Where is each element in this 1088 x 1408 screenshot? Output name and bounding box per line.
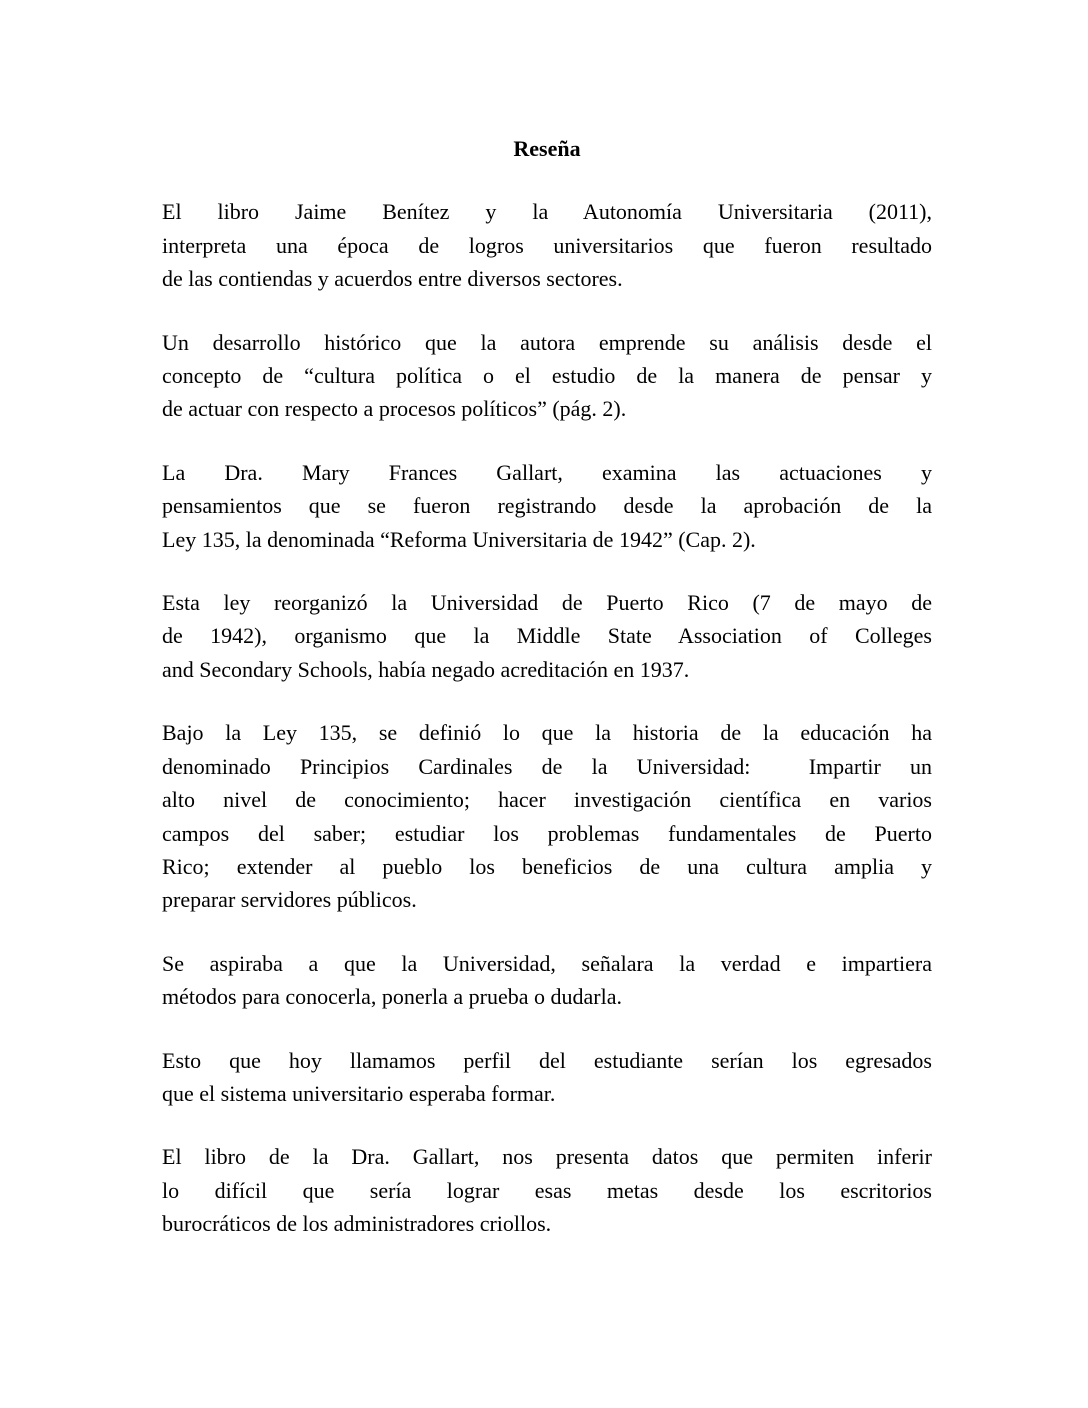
text-line: denominado Principios Cardinales de la Universidad: Impartir un <box>162 753 932 779</box>
text-line: and Secondary Schools, había negado acreditación en 1937. <box>162 656 690 682</box>
text-line: métodos para conocerla, ponerla a prueba o dudarla. <box>162 984 622 1010</box>
text-line: que el sistema universitario esperaba formar. <box>162 1080 556 1106</box>
text-line: burocráticos de los administradores criollos. <box>162 1211 552 1237</box>
text-line: Esto que hoy llamamos perfil del estudiante serían los egresados <box>162 1047 932 1073</box>
text-line: Rico; extender al pueblo los beneficios de una cultura amplia y <box>162 853 932 879</box>
text-line: de actuar con respecto a procesos políticos” (pág. 2). <box>162 396 627 422</box>
paragraph-7 <box>162 1044 932 1111</box>
text-line: Ley 135, la denominada “Reforma Universitaria de 1942” (Cap. 2). <box>162 526 756 552</box>
text-line: de las contiendas y acuerdos entre diversos sectores. <box>162 266 623 292</box>
text-line: concepto de “cultura política o el estudio de la manera de pensar y <box>162 363 932 389</box>
text-line: preparar servidores públicos. <box>162 887 417 913</box>
text-line: lo difícil que sería lograr esas metas desde los escritorios <box>162 1177 932 1203</box>
text-line: Un desarrollo histórico que la autora emprende su análisis desde el <box>162 329 932 355</box>
paragraph-4 <box>162 586 932 686</box>
page-title: Reseña <box>513 136 581 161</box>
text-line: Esta ley reorganizó la Universidad de Puerto Rico (7 de mayo de <box>162 590 932 616</box>
text-line: interpreta una época de logros universitarios que fueron resultado <box>162 232 932 258</box>
paragraph-5 <box>162 716 932 916</box>
paragraph-3 <box>162 456 932 556</box>
text-line: de 1942), organismo que la Middle State Association of Colleges <box>162 623 932 649</box>
paragraph-6 <box>162 947 932 1014</box>
paragraph-2 <box>162 326 932 426</box>
text-line: alto nivel de conocimiento; hacer investigación científica en varios <box>162 787 932 813</box>
text-line: campos del saber; estudiar los problemas fundamentales de Puerto <box>162 820 932 846</box>
text-line: La Dra. Mary Frances Gallart, examina las actuaciones y <box>162 459 932 485</box>
text-line: El libro de la Dra. Gallart, nos presenta datos que permiten inferir <box>162 1144 932 1170</box>
text-line: Se aspiraba a que la Universidad, señalara la verdad e impartiera <box>162 950 932 976</box>
text-line: Bajo la Ley 135, se definió lo que la historia de la educación ha <box>162 720 932 746</box>
text-line: pensamientos que se fueron registrando desde la aprobación de la <box>162 493 932 519</box>
text-line: El libro Jaime Benítez y la Autonomía Universitaria (2011), <box>162 199 932 225</box>
paragraph-1 <box>162 195 932 295</box>
paragraph-8 <box>162 1140 932 1240</box>
